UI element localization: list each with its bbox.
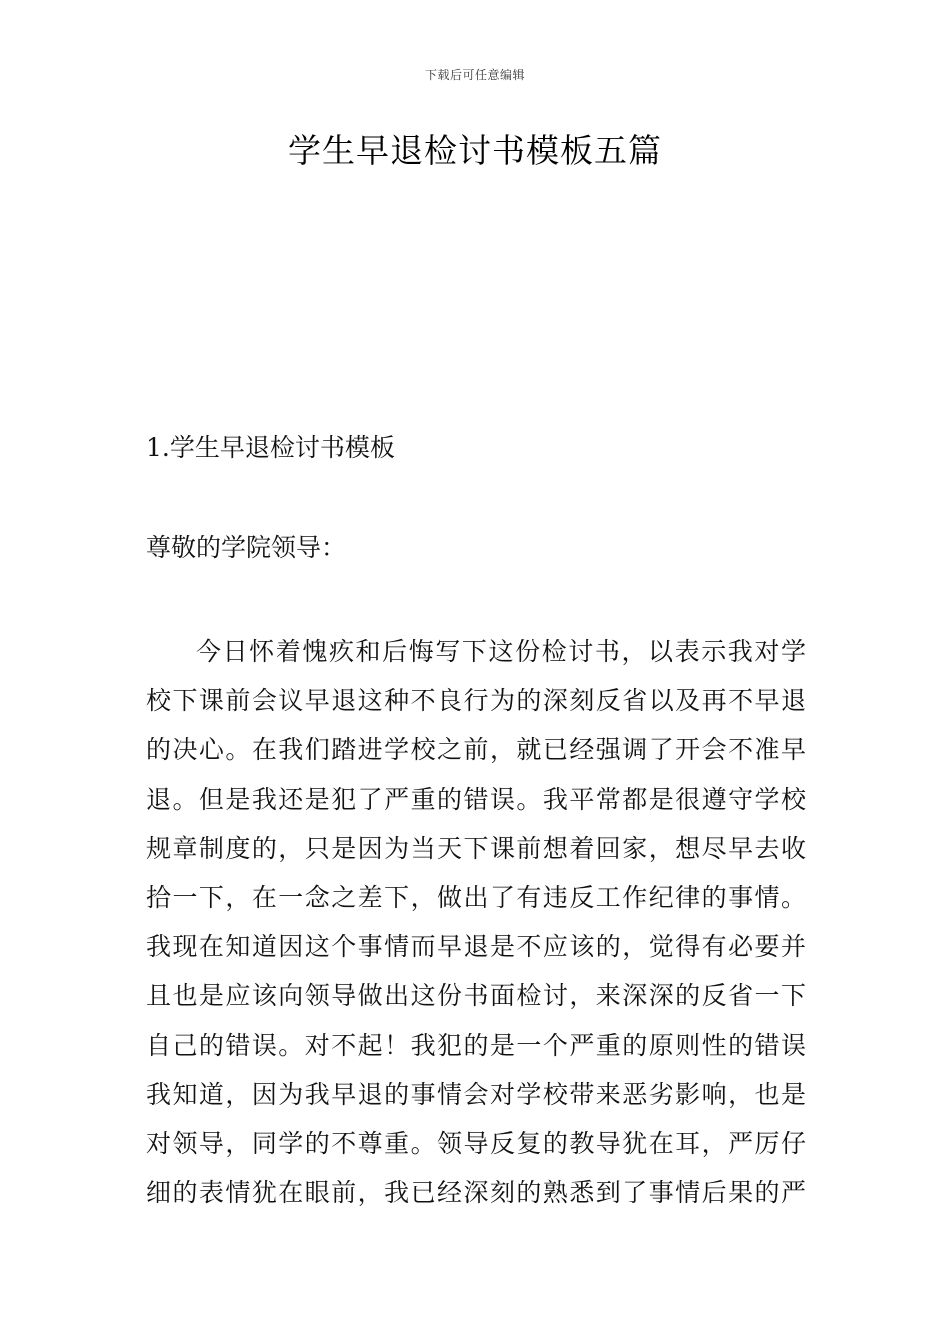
body-line: 细的表情犹在眼前，我已经深刻的熟悉到了事情后果的严: [146, 1178, 806, 1208]
body-line: 的决心。在我们踏进学校之前，就已经强调了开会不准早: [146, 735, 806, 765]
header-note: 下载后可任意编辑: [424, 68, 525, 82]
body-line: 规章制度的，只是因为当天下课前想着回家，想尽早去收: [146, 833, 806, 863]
body-line: 且也是应该向领导做出这份书面检讨，来深深的反省一下: [146, 981, 806, 1011]
body-paragraph: [146, 627, 806, 1217]
section-heading: 1.学生早退检讨书模板: [146, 433, 395, 462]
body-line: 退。但是我还是犯了严重的错误。我平常都是很遵守学校: [146, 784, 806, 814]
body-line: 对领导，同学的不尊重。领导反复的教导犹在耳，严厉仔: [146, 1128, 806, 1158]
body-line: 我现在知道因这个事情而早退是不应该的，觉得有必要并: [146, 932, 806, 962]
body-line: 今日怀着愧疚和后悔写下这份检讨书，以表示我对学: [196, 637, 806, 666]
document-title: 学生早退检讨书模板五篇: [288, 131, 662, 170]
body-line: 自己的错误。对不起！我犯的是一个严重的原则性的错误: [146, 1030, 806, 1060]
salutation: 尊敬的学院领导：: [146, 533, 347, 562]
body-line: 我知道，因为我早退的事情会对学校带来恶劣影响，也是: [146, 1079, 806, 1109]
body-line: 校下课前会议早退这种不良行为的深刻反省以及再不早退: [146, 686, 806, 716]
body-line: 拾一下，在一念之差下，做出了有违反工作纪律的事情。: [146, 882, 806, 912]
